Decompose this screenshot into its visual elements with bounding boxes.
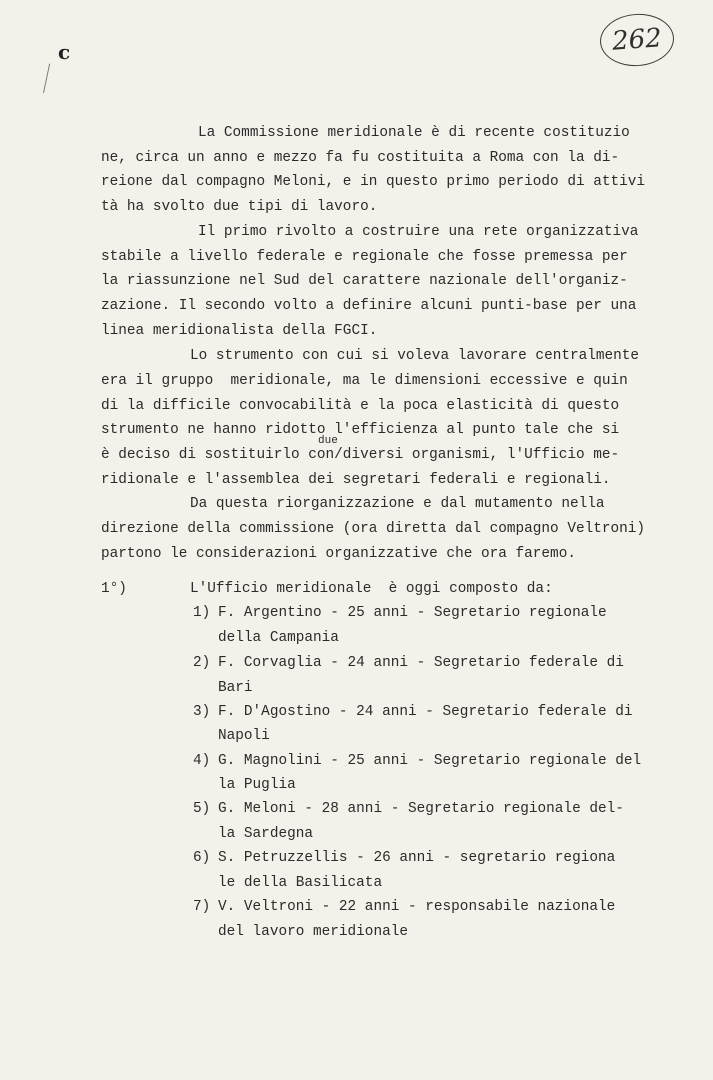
paragraph-2-line: Il primo rivolto a costruire una rete organizzativa — [198, 224, 639, 240]
paragraph-2-line: la riassunzione nel Sud del carattere nazionale dell'organiz- — [101, 273, 628, 289]
member-entry-continued: la Sardegna — [218, 826, 313, 842]
member-number: 7) — [193, 899, 211, 915]
member-number: 4) — [193, 753, 211, 769]
member-entry-continued: la Puglia — [218, 777, 296, 793]
paragraph-3-line: Lo strumento con cui si voleva lavorare centralmente — [190, 348, 640, 364]
paragraph-2-line: stabile a livello federale e regionale che fosse premessa per — [101, 249, 628, 265]
section-number: 1°) — [101, 581, 127, 597]
paragraph-1-line: ne, circa un anno e mezzo fa fu costituita a Roma con la di- — [101, 150, 620, 166]
paragraph-3-line: di la difficile convocabilità e la poca elasticità di questo — [101, 398, 620, 414]
page-number-stamp: 262 — [598, 11, 675, 68]
paragraph-4-line: partono le considerazioni organizzative che ora faremo. — [101, 546, 576, 562]
member-number: 2) — [193, 655, 211, 671]
paragraph-2-line: linea meridionalista della FGCI. — [101, 323, 378, 339]
section-heading: L'Ufficio meridionale è oggi composto da: — [190, 581, 553, 597]
margin-pencil-stroke — [43, 64, 56, 95]
paragraph-4-line: direzione della commissione (ora diretta dal compagno Veltroni) — [101, 521, 646, 537]
paragraph-1-line: La Commissione meridionale è di recente costituzio — [198, 125, 630, 141]
member-number: 6) — [193, 850, 211, 866]
member-entry-continued: le della Basilicata — [218, 875, 383, 891]
member-entry-continued: della Campania — [218, 630, 339, 646]
paragraph-2-line: zazione. Il secondo volto a definire alcuni punti-base per una — [101, 298, 637, 314]
member-number: 3) — [193, 704, 211, 720]
member-entry: V. Veltroni - 22 anni - responsabile nazionale — [218, 899, 616, 915]
margin-handwritten-mark: c — [58, 40, 71, 64]
member-entry-continued: Napoli — [218, 728, 270, 744]
paragraph-3-line: è deciso di sostituirlo con/diversi organismi, l'Ufficio me- — [101, 447, 620, 463]
member-entry: F. Argentino - 25 anni - Segretario regionale — [218, 605, 607, 621]
member-entry-continued: Bari — [218, 680, 253, 696]
member-entry: G. Meloni - 28 anni - Segretario regionale del- — [218, 801, 624, 817]
member-number: 5) — [193, 801, 211, 817]
member-entry: G. Magnolini - 25 anni - Segretario regionale del — [218, 753, 642, 769]
paragraph-3-line: era il gruppo meridionale, ma le dimensioni eccessive e quin — [101, 373, 628, 389]
paragraph-3-line: ridionale e l'assemblea dei segretari federali e regionali. — [101, 472, 611, 488]
paragraph-1-line: reione dal compagno Meloni, e in questo primo periodo di attivi — [101, 174, 646, 190]
paragraph-1-line: tà ha svolto due tipi di lavoro. — [101, 199, 378, 215]
member-number: 1) — [193, 605, 211, 621]
paragraph-4-line: Da questa riorganizzazione e dal mutamento nella — [190, 496, 605, 512]
interlinear-insertion: due — [318, 435, 338, 447]
member-entry: F. Corvaglia - 24 anni - Segretario federale di — [218, 655, 624, 671]
member-entry-continued: del lavoro meridionale — [218, 924, 408, 940]
member-entry: F. D'Agostino - 24 anni - Segretario federale di — [218, 704, 633, 720]
paragraph-3-line: strumento ne hanno ridotto l'efficienza al punto tale che si — [101, 422, 620, 438]
member-entry: S. Petruzzellis - 26 anni - segretario regiona — [218, 850, 616, 866]
